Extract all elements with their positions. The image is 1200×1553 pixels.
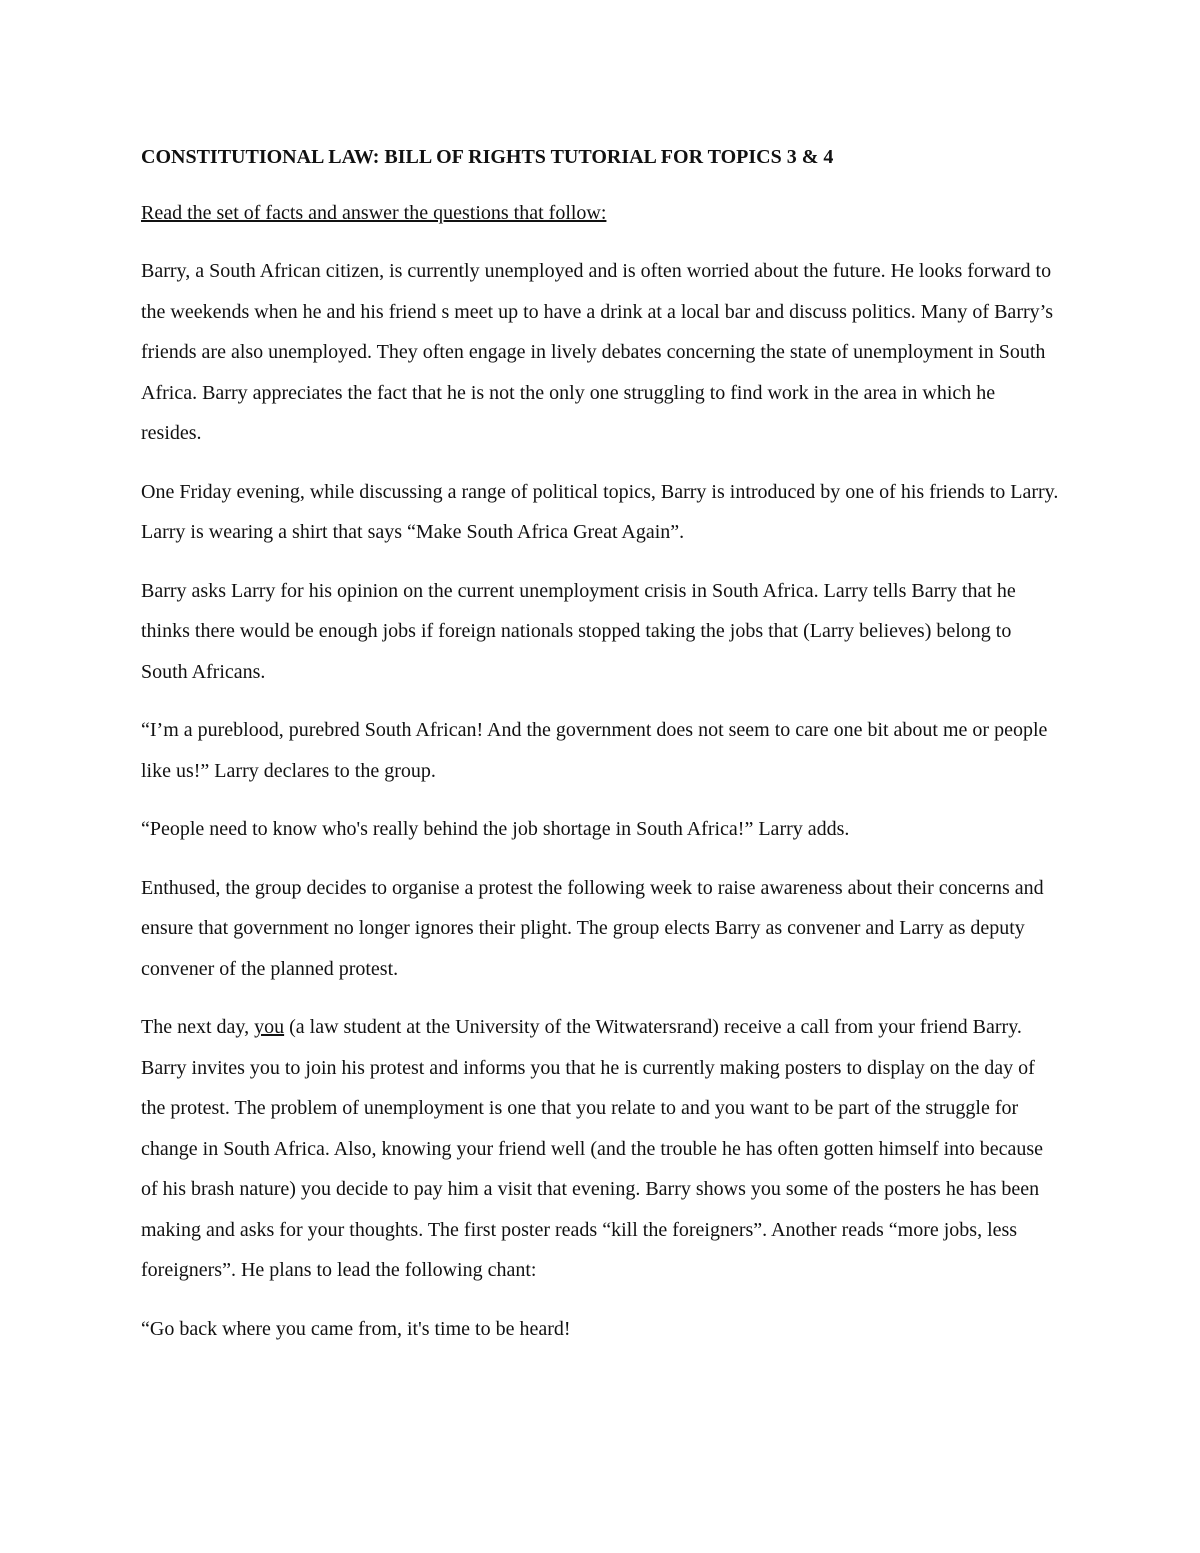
paragraph-barry-intro: Barry, a South African citizen, is currently unemployed and is often worried about the future. He looks forward to the weekends when he and his friend s meet up to have a drink at a local bar and discuss politics. Many of Barry’s friends are also unemployed. They often engage in lively debates concerning the state of unemployment in South Africa. Barry appreciates the fact that he is not the only one struggling to find work in the area in which he resides. xyxy=(141,260,1053,444)
paragraph-chant: “Go back where you came from, it's time to be heard! xyxy=(141,1317,571,1340)
document-page xyxy=(141,143,1059,1367)
paragraph-next-day-rest: (a law student at the University of the Witwatersrand) receive a call from your friend Barry. Barry invites you to join his protest and informs you that he is currently making posters to display on the day of the protest. The problem of unemployment is one that you relate to and you want to be part of the struggle for change in South Africa. Also, knowing your friend well (and the trouble he has often gotten himself into because of his brash nature) you decide to pay him a visit that evening. Barry shows you some of the posters he has been making and asks for your thoughts. The first poster reads “kill the foreigners”. Another reads “more jobs, less foreigners”. He plans to lead the following chant: xyxy=(141,1016,1044,1281)
instruction-line: Read the set of facts and answer the questions that follow: xyxy=(141,202,607,224)
paragraph-next-day xyxy=(141,1007,1059,1291)
document-title: CONSTITUTIONAL LAW: BILL OF RIGHTS TUTORIAL FOR TOPICS 3 & 4 xyxy=(141,146,834,168)
underlined-you: you xyxy=(254,1016,285,1038)
paragraph-next-day-start: The next day, xyxy=(141,1016,255,1038)
paragraph-larry-adds: “People need to know who's really behind the job shortage in South Africa!” Larry adds. xyxy=(141,818,850,840)
paragraph-protest-organised: Enthused, the group decides to organise a protest the following week to raise awareness about their concerns and ensure that government no longer ignores their plight. The group elects Barry as convener and Larry as deputy convener of the planned protest. xyxy=(141,876,1044,980)
paragraph-friday-evening: One Friday evening, while discussing a range of political topics, Barry is introduced by one of his friends to Larry. Larry is wearing a shirt that says “Make South Africa Great Again”. xyxy=(141,480,1059,543)
paragraph-larry-opinion: Barry asks Larry for his opinion on the current unemployment crisis in South Africa. Larry tells Barry that he thinks there would be enough jobs if foreign nationals stopped taking the jobs that (Larry believes) belong to South Africans. xyxy=(141,579,1016,683)
paragraph-larry-declaration: “I’m a pureblood, purebred South African! And the government does not seem to care one bit about me or people like us!” Larry declares to the group. xyxy=(141,719,1048,782)
